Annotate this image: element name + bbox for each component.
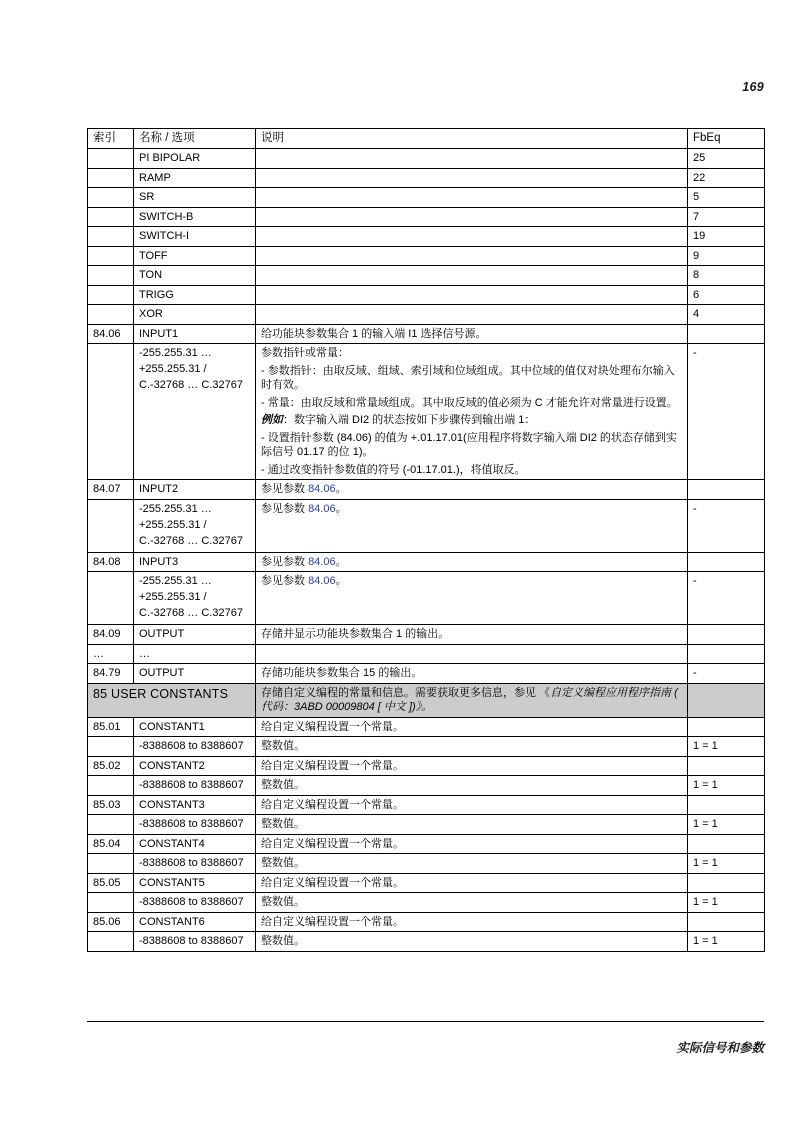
section-desc-part2: ( 代码：3ABD 00009804 [ 中文 ])》。 bbox=[261, 686, 678, 714]
cell-description: 整数值。 bbox=[256, 932, 688, 952]
cell-name: TON bbox=[134, 266, 256, 286]
cell-description: 给功能块参数集合 1 的输入端 I1 选择信号源。 bbox=[256, 324, 688, 344]
cell-fbeq bbox=[688, 873, 765, 893]
table-row-param-8406 bbox=[88, 324, 765, 344]
footer-text: 实际信号和参数 bbox=[676, 1041, 764, 1055]
cell-fbeq bbox=[688, 683, 765, 717]
cell-index: 85.01 bbox=[88, 717, 134, 737]
cell-range: -8388608 to 8388607 bbox=[134, 854, 256, 874]
cell-index: 84.07 bbox=[88, 480, 134, 500]
cell-fbeq: 22 bbox=[688, 168, 765, 188]
cell-index: 85.06 bbox=[88, 912, 134, 932]
cell-fbeq: 1 = 1 bbox=[688, 854, 765, 874]
cell-name: SWITCH-I bbox=[134, 227, 256, 247]
cell-description bbox=[256, 285, 688, 305]
cell-index: 84.06 bbox=[88, 324, 134, 344]
table-row-param-8408 bbox=[88, 552, 765, 572]
table-row bbox=[88, 246, 765, 266]
table-row-param-8407 bbox=[88, 480, 765, 500]
cell-index bbox=[88, 344, 134, 480]
cell-index bbox=[88, 285, 134, 305]
cell-fbeq: - bbox=[688, 572, 765, 625]
cell-index bbox=[88, 149, 134, 169]
table-row-constant bbox=[88, 873, 765, 893]
param-link[interactable]: 84.06 bbox=[308, 502, 336, 515]
cell-range: -8388608 to 8388607 bbox=[134, 893, 256, 913]
cell-index: 84.79 bbox=[88, 664, 134, 684]
cell-name: TOFF bbox=[134, 246, 256, 266]
table-row-ellipsis bbox=[88, 644, 765, 664]
cell-fbeq: 7 bbox=[688, 207, 765, 227]
cell-fbeq: - bbox=[688, 664, 765, 684]
desc-prefix: 参见参数 bbox=[261, 483, 309, 496]
cell-name: PI BIPOLAR bbox=[134, 149, 256, 169]
cell-index: 85.02 bbox=[88, 756, 134, 776]
cell-index bbox=[88, 188, 134, 208]
table-row-param-8408-range bbox=[88, 572, 765, 625]
cell-description bbox=[256, 246, 688, 266]
cell-name: CONSTANT5 bbox=[134, 873, 256, 893]
table-row-constant-range bbox=[88, 893, 765, 913]
cell-name: SR bbox=[134, 188, 256, 208]
cell-description-detail bbox=[256, 344, 688, 480]
cell-range: -8388608 to 8388607 bbox=[134, 776, 256, 796]
cell-index bbox=[88, 932, 134, 952]
cell-description bbox=[256, 644, 688, 664]
cell-description: 给自定义编程设置一个常量。 bbox=[256, 756, 688, 776]
cell-description bbox=[256, 572, 688, 625]
cell-description: 整数值。 bbox=[256, 776, 688, 796]
example-label: 例如 bbox=[261, 414, 283, 427]
cell-index bbox=[88, 227, 134, 247]
cell-fbeq: 1 = 1 bbox=[688, 737, 765, 757]
detail-line-5: - 设置指针参数 (84.06) 的值为 +.01.17.01(应用程序将数字输入端 DI2 的状态存储到实际信号 01.17 的位 1)。 bbox=[261, 431, 677, 459]
cell-name: TRIGG bbox=[134, 285, 256, 305]
table-row bbox=[88, 207, 765, 227]
table-row bbox=[88, 266, 765, 286]
cell-fbeq: 1 = 1 bbox=[688, 776, 765, 796]
cell-index bbox=[88, 305, 134, 325]
cell-description: 存储并显示功能块参数集合 1 的输出。 bbox=[256, 625, 688, 645]
desc-suffix: 。 bbox=[335, 483, 347, 496]
desc-suffix: 。 bbox=[335, 555, 347, 568]
cell-fbeq: 19 bbox=[688, 227, 765, 247]
cell-fbeq: 25 bbox=[688, 149, 765, 169]
param-link[interactable]: 84.06 bbox=[308, 555, 336, 568]
cell-index bbox=[88, 246, 134, 266]
cell-index bbox=[88, 266, 134, 286]
cell-fbeq: 9 bbox=[688, 246, 765, 266]
cell-name: INPUT2 bbox=[134, 480, 256, 500]
cell-fbeq bbox=[688, 552, 765, 572]
cell-fbeq: - bbox=[688, 499, 765, 552]
table-row-constant-range bbox=[88, 932, 765, 952]
param-link[interactable]: 84.06 bbox=[308, 575, 336, 588]
param-link[interactable]: 84.06 bbox=[308, 483, 336, 496]
cell-description: 给自定义编程设置一个常量。 bbox=[256, 717, 688, 737]
cell-description: 给自定义编程设置一个常量。 bbox=[256, 834, 688, 854]
cell-description bbox=[256, 305, 688, 325]
table-header bbox=[88, 129, 765, 149]
cell-fbeq bbox=[688, 644, 765, 664]
cell-index: … bbox=[88, 644, 134, 664]
cell-name: OUTPUT bbox=[134, 625, 256, 645]
parameter-table bbox=[87, 128, 765, 952]
cell-fbeq: - bbox=[688, 344, 765, 480]
cell-index bbox=[88, 499, 134, 552]
detail-line-4 bbox=[261, 413, 682, 428]
cell-fbeq bbox=[688, 324, 765, 344]
cell-name: INPUT3 bbox=[134, 552, 256, 572]
table-row-param-8479 bbox=[88, 664, 765, 684]
cell-name: CONSTANT6 bbox=[134, 912, 256, 932]
table-row bbox=[88, 149, 765, 169]
table-row-constant-range bbox=[88, 737, 765, 757]
table-row-constant bbox=[88, 756, 765, 776]
example-text: ：数字输入端 DI2 的状态按如下步骤传到输出端 1： bbox=[283, 414, 536, 427]
cell-name: XOR bbox=[134, 305, 256, 325]
table-row-constant bbox=[88, 795, 765, 815]
cell-fbeq bbox=[688, 795, 765, 815]
cell-fbeq bbox=[688, 717, 765, 737]
cell-index: 85.05 bbox=[88, 873, 134, 893]
cell-fbeq bbox=[688, 912, 765, 932]
cell-index bbox=[88, 572, 134, 625]
cell-range: -8388608 to 8388607 bbox=[134, 932, 256, 952]
cell-fbeq bbox=[688, 756, 765, 776]
page-header bbox=[87, 78, 764, 96]
header-description: 说明 bbox=[256, 129, 688, 149]
cell-description: 整数值。 bbox=[256, 893, 688, 913]
cell-description: 给自定义编程设置一个常量。 bbox=[256, 873, 688, 893]
desc-suffix: 。 bbox=[335, 502, 347, 515]
cell-index bbox=[88, 168, 134, 188]
cell-name: SWITCH-B bbox=[134, 207, 256, 227]
detail-line-2: - 参数指针：由取反域、组域、索引域和位域组成。其中位域的值仅对块处理布尔输入时有效。 bbox=[261, 364, 675, 392]
cell-range: -8388608 to 8388607 bbox=[134, 815, 256, 835]
cell-name: CONSTANT2 bbox=[134, 756, 256, 776]
table-row-constant-range bbox=[88, 854, 765, 874]
cell-fbeq: 1 = 1 bbox=[688, 893, 765, 913]
cell-name: CONSTANT3 bbox=[134, 795, 256, 815]
page-number: 169 bbox=[742, 80, 764, 94]
cell-description bbox=[256, 480, 688, 500]
cell-description bbox=[256, 266, 688, 286]
header-index: 索引 bbox=[88, 129, 134, 149]
cell-index bbox=[88, 737, 134, 757]
table-row-param-8409 bbox=[88, 625, 765, 645]
cell-description: 给自定义编程设置一个常量。 bbox=[256, 912, 688, 932]
cell-description: 整数值。 bbox=[256, 815, 688, 835]
header-name: 名称 / 选项 bbox=[134, 129, 256, 149]
cell-description: 整数值。 bbox=[256, 737, 688, 757]
desc-prefix: 参见参数 bbox=[261, 502, 309, 515]
table-row-constant-range bbox=[88, 815, 765, 835]
desc-suffix: 。 bbox=[335, 575, 347, 588]
table-row-constant-range bbox=[88, 776, 765, 796]
cell-name: RAMP bbox=[134, 168, 256, 188]
section-desc-part1: 存储自定义编程的常量和信息。需要获取更多信息，参见 《 bbox=[261, 686, 551, 699]
cell-range: -255.255.31 … +255.255.31 / C.-32768 … C.32767 bbox=[134, 499, 256, 552]
cell-index: 84.09 bbox=[88, 625, 134, 645]
cell-range: -8388608 to 8388607 bbox=[134, 737, 256, 757]
table-header-row bbox=[88, 129, 765, 149]
cell-description bbox=[256, 149, 688, 169]
cell-index bbox=[88, 207, 134, 227]
table-row-constant bbox=[88, 834, 765, 854]
cell-fbeq bbox=[688, 625, 765, 645]
table-row bbox=[88, 285, 765, 305]
section-title: 85 USER CONSTANTS bbox=[88, 683, 256, 717]
table-row bbox=[88, 305, 765, 325]
table-row-param-8407-range bbox=[88, 499, 765, 552]
cell-fbeq: 1 = 1 bbox=[688, 815, 765, 835]
cell-fbeq: 6 bbox=[688, 285, 765, 305]
cell-index bbox=[88, 893, 134, 913]
cell-fbeq: 1 = 1 bbox=[688, 932, 765, 952]
cell-description: 整数值。 bbox=[256, 854, 688, 874]
cell-description bbox=[256, 227, 688, 247]
cell-fbeq: 4 bbox=[688, 305, 765, 325]
cell-fbeq: 8 bbox=[688, 266, 765, 286]
cell-description: 给自定义编程设置一个常量。 bbox=[256, 795, 688, 815]
table-row bbox=[88, 168, 765, 188]
footer-divider bbox=[87, 1021, 764, 1022]
section-header-row-85 bbox=[88, 683, 765, 717]
detail-line-6: - 通过改变指针参数值的符号 (-01.17.01.)，将值取反。 bbox=[261, 463, 526, 476]
cell-description bbox=[256, 168, 688, 188]
cell-range: -255.255.31 … +255.255.31 / C.-32768 … C.32767 bbox=[134, 344, 256, 480]
cell-index bbox=[88, 854, 134, 874]
table-row-param-8406-range bbox=[88, 344, 765, 480]
cell-index: 85.04 bbox=[88, 834, 134, 854]
detail-line-1: 参数指针或常量： bbox=[261, 347, 349, 360]
cell-fbeq bbox=[688, 834, 765, 854]
table-row bbox=[88, 188, 765, 208]
table-row-constant bbox=[88, 912, 765, 932]
cell-index: 84.08 bbox=[88, 552, 134, 572]
table-body bbox=[88, 149, 765, 952]
cell-range: -255.255.31 … +255.255.31 / C.-32768 … C.32767 bbox=[134, 572, 256, 625]
cell-fbeq bbox=[688, 480, 765, 500]
cell-name: … bbox=[134, 644, 256, 664]
table-row bbox=[88, 227, 765, 247]
cell-index: 85.03 bbox=[88, 795, 134, 815]
header-fbeq: FbEq bbox=[688, 129, 765, 149]
cell-name: CONSTANT4 bbox=[134, 834, 256, 854]
cell-name: INPUT1 bbox=[134, 324, 256, 344]
cell-description bbox=[256, 499, 688, 552]
section-description bbox=[256, 683, 688, 717]
cell-fbeq: 5 bbox=[688, 188, 765, 208]
section-desc-italic: 自定义编程应用程序指南 bbox=[550, 686, 672, 699]
cell-name: CONSTANT1 bbox=[134, 717, 256, 737]
table-row-constant bbox=[88, 717, 765, 737]
cell-description bbox=[256, 207, 688, 227]
desc-prefix: 参见参数 bbox=[261, 555, 309, 568]
cell-description bbox=[256, 552, 688, 572]
cell-description: 存储功能块参数集合 15 的输出。 bbox=[256, 664, 688, 684]
cell-index bbox=[88, 776, 134, 796]
desc-prefix: 参见参数 bbox=[261, 575, 309, 588]
detail-line-3: - 常量：由取反域和常量域组成。其中取反域的值必须为 C 才能允许对常量进行设置。 bbox=[261, 396, 678, 409]
cell-name: OUTPUT bbox=[134, 664, 256, 684]
cell-description bbox=[256, 188, 688, 208]
cell-index bbox=[88, 815, 134, 835]
